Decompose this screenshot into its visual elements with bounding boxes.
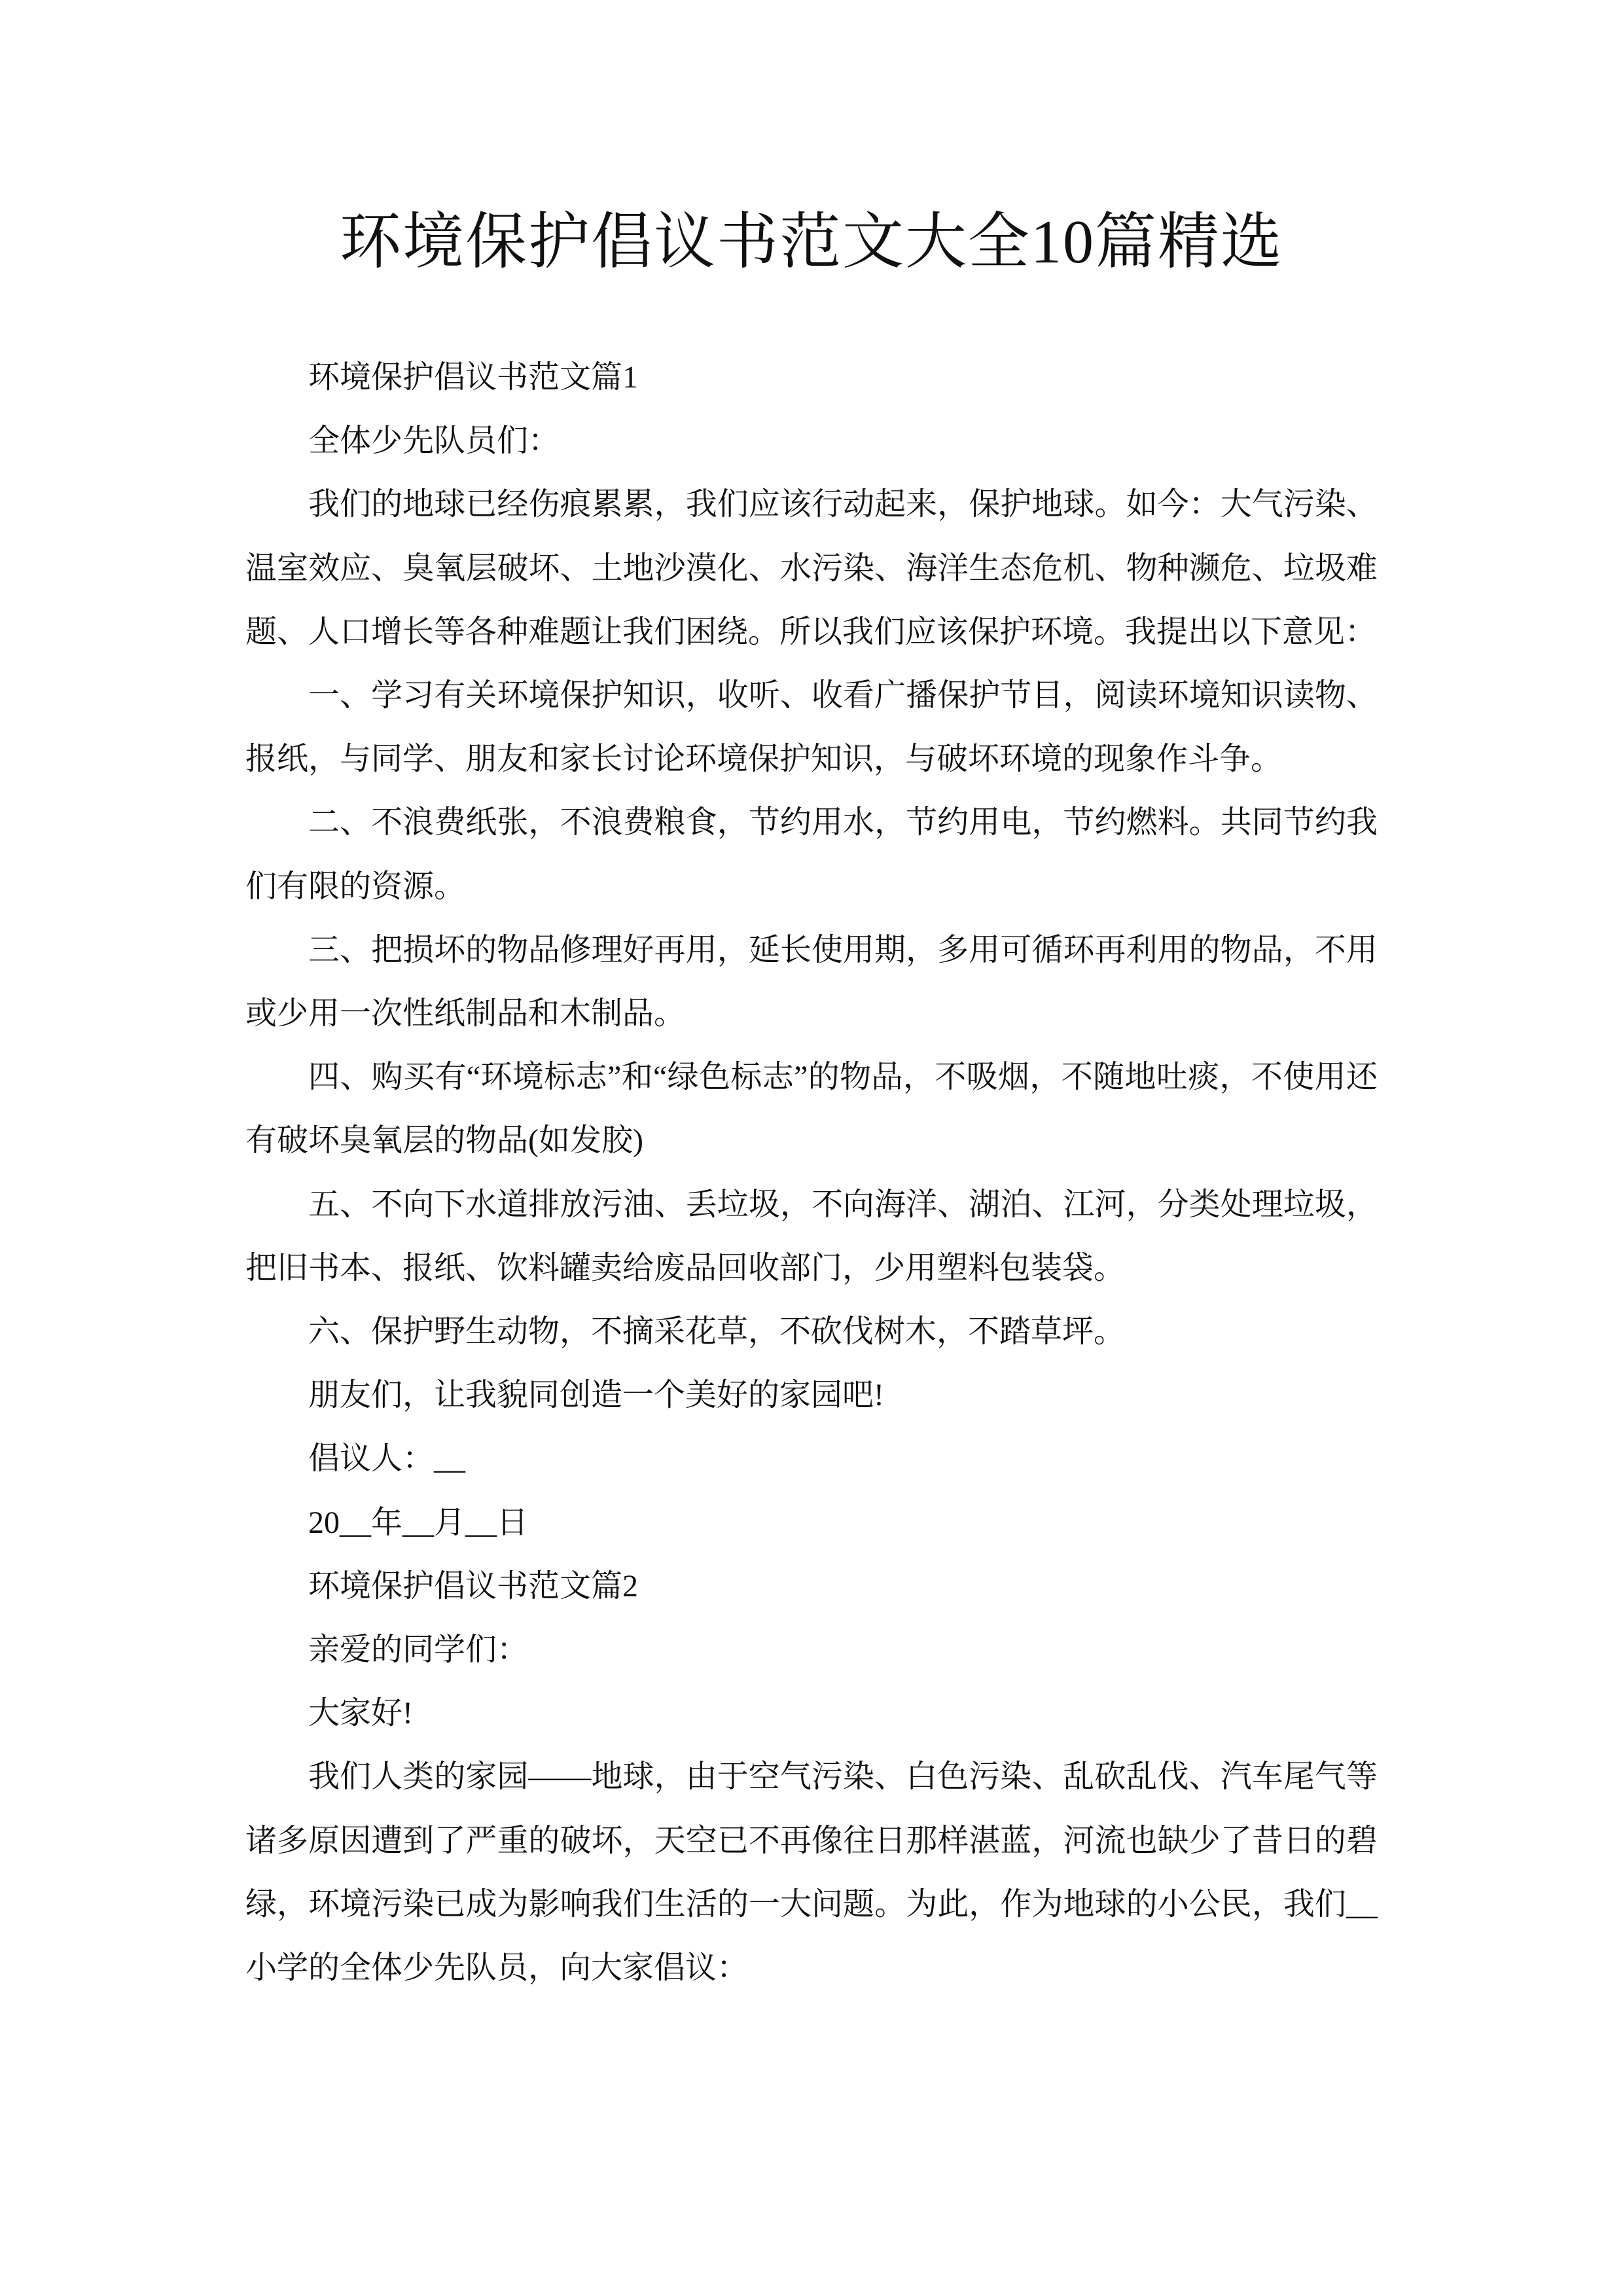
greeting: 大家好!	[308, 1696, 413, 1731]
paragraph: 六、保护野生动物，不摘采花草，不砍伐树木，不踏草坪。	[308, 1314, 1126, 1350]
paragraph: 四、购买有“环境标志”和“绿色标志”的物品，不吸烟，不随地吐痰，不使用还有破坏臭氧层的物品(如发胶)	[245, 1060, 1378, 1158]
paragraph: 三、把损坏的物品修理好再用，延长使用期，多用可循环再利用的物品，不用或少用一次性纸制品和木制品。	[245, 932, 1378, 1031]
document-title: 环境保护倡议书范文大全10篇精选	[339, 208, 1283, 276]
paragraph: 五、不向下水道排放污油、丢垃圾，不向海洋、湖泊、江河，分类处理垃圾，把旧书本、报纸、饮料罐卖给废品回收部门，少用塑料包装袋。	[245, 1187, 1378, 1285]
paragraph: 二、不浪费纸张，不浪费粮食，节约用水，节约用电，节约燃料。共同节约我们有限的资源。	[245, 805, 1378, 904]
section-heading-2: 环境保护倡议书范文篇2	[308, 1568, 639, 1604]
paragraph: 一、学习有关环境保护知识，收听、收看广播保护节目，阅读环境知识读物、报纸，与同学、朋友和家长讨论环境保护知识，与破坏环境的现象作斗争。	[245, 678, 1378, 777]
section-heading-1: 环境保护倡议书范文篇1	[308, 360, 639, 395]
paragraph: 朋友们，让我貌同创造一个美好的家园吧!	[308, 1378, 884, 1413]
signature-line: 倡议人：__	[308, 1441, 466, 1477]
paragraph: 我们人类的家园——地球，由于空气污染、白色污染、乱砍乱伐、汽车尾气等诸多原因遭到了严重的破坏，天空已不再像往日那样湛蓝，河流也缺少了昔日的碧绿，环境污染已成为影响我们生活的一大问题。为此，作为地球的小公民，我们__小学的全体少先队员，向大家倡议：	[245, 1759, 1378, 1986]
salutation: 亲爱的同学们：	[308, 1632, 529, 1668]
paragraph: 我们的地球已经伤痕累累，我们应该行动起来，保护地球。如今：大气污染、温室效应、臭氧层破坏、土地沙漠化、水污染、海洋生态危机、物种濒危、垃圾难题、人口增长等各种难题让我们困绕。所以我们应该保护环境。我提出以下意见：	[245, 487, 1378, 649]
date-line: 20__年__月__日	[308, 1505, 529, 1540]
salutation: 全体少先队员们：	[308, 423, 560, 459]
document-body	[245, 346, 1378, 2000]
